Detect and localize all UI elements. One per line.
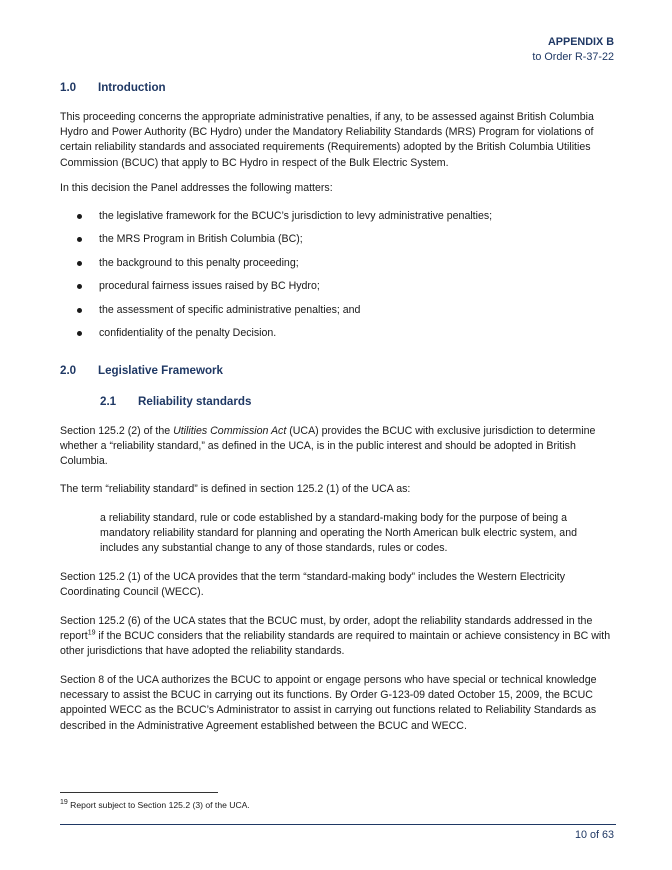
adoption-paragraph	[60, 614, 616, 660]
footnote-reference[interactable]: 19	[87, 629, 96, 637]
uca-jurisdiction-paragraph	[60, 424, 616, 470]
section-1-number: 1.0	[60, 81, 77, 94]
appendix-subtitle: to Order R-37-22	[532, 51, 614, 63]
appendix-header	[532, 35, 614, 65]
matters-intro-paragraph: In this decision the Panel addresses the following matters:	[60, 182, 333, 194]
definition-quote: a reliability standard, rule or code established by a standard-making body for the purpose of being a mandatory reliability standard for planning and operating the North American bulk electric system, and includes any substantial change to any of those standards, rules or codes.	[100, 512, 577, 555]
administrator-paragraph: Section 8 of the UCA authorizes the BCUC to appoint or engage persons who have special or technical knowledge necessary to assist the BCUC in carrying out its functions. By Order G-123-09 dated October 15, 2009, the BCUC appointed WECC as the BCUC’s Administrator to assist in carrying out functions related to Reliability Standards as described in the Administrative Agreement established between the BCUC and WECC.	[60, 674, 597, 732]
intro-paragraph: This proceeding concerns the appropriate administrative penalties, if any, to be assessed against British Columbia Hydro and Power Authority (BC Hydro) under the Mandatory Reliability Standards (MRS) Program for violations of certain reliability standards and associated requirements (Requirements) adopted by the British Columbia Utilities Commission (BCUC) that apply to BC Hydro in respect of the Bulk Electric System.	[60, 111, 594, 169]
section-2-title: Legislative Framework	[98, 364, 224, 377]
matters-list	[60, 209, 616, 349]
footnote-marker: 19	[60, 799, 68, 807]
footer-divider	[60, 824, 616, 825]
footnote-text: Report subject to Section 125.2 (3) of the UCA.	[67, 800, 250, 810]
subsection-2-1-number: 2.1	[100, 395, 117, 408]
text-run: (UCA) provides the BCUC with exclusive jurisdiction to determine whether a “reliability standard,” as defined in the UCA, is in the public interest and should be adopted in British Columbia.	[60, 425, 596, 468]
section-2-heading	[60, 363, 223, 378]
section-2-number: 2.0	[60, 364, 77, 377]
list-item: procedural fairness issues raised by BC Hydro;	[60, 279, 616, 302]
list-item: the legislative framework for the BCUC’s jurisdiction to levy administrative penalties;	[60, 209, 616, 232]
text-run: if the BCUC considers that the reliability standards are required to maintain or achieve consistency in BC with other jurisdictions that have adopted the reliability standards.	[60, 630, 611, 658]
page-number: 10 of 63	[574, 829, 614, 841]
appendix-title: APPENDIX B	[548, 36, 614, 48]
section-1-heading	[60, 80, 166, 95]
footnote	[60, 799, 250, 811]
list-item: confidentiality of the penalty Decision.	[60, 326, 616, 349]
section-1-title: Introduction	[98, 81, 166, 94]
act-title-italic: Utilities Commission Act	[173, 425, 287, 437]
list-item: the assessment of specific administrative penalties; and	[60, 303, 616, 326]
subsection-2-1-heading	[100, 394, 251, 409]
list-item: the MRS Program in British Columbia (BC);	[60, 232, 616, 255]
list-item: the background to this penalty proceeding;	[60, 256, 616, 279]
subsection-2-1-title: Reliability standards	[138, 395, 252, 408]
footnote-divider	[60, 792, 218, 793]
text-run: Section 125.2 (6) of the UCA states that the BCUC must, by order, adopt the reliability standards addressed in the report	[60, 615, 593, 643]
standard-making-body-paragraph: Section 125.2 (1) of the UCA provides that the term “standard-making body” includes the Western Electricity Coordinating Council (WECC).	[60, 571, 566, 599]
definition-intro-paragraph: The term “reliability standard” is defined in section 125.2 (1) of the UCA as:	[60, 483, 411, 495]
text-run: Section 125.2 (2) of the	[60, 425, 174, 437]
